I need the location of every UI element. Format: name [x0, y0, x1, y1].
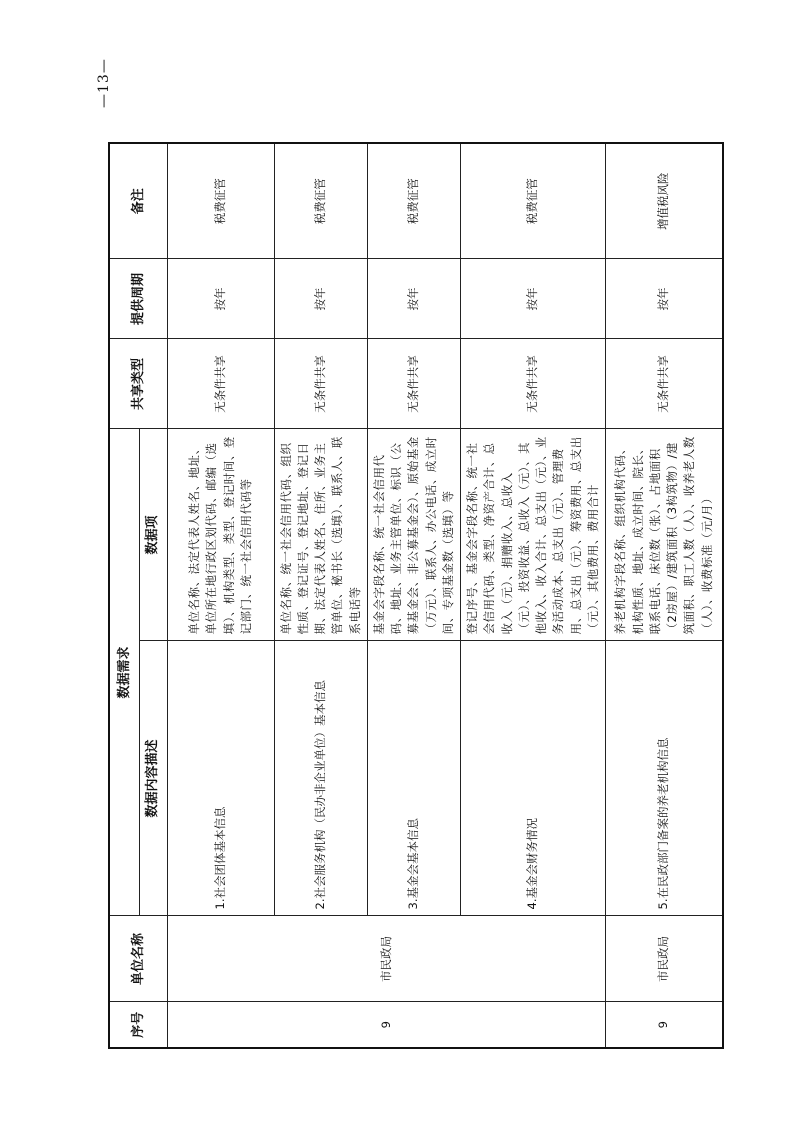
cell-share: 无条件共享 — [367, 339, 460, 429]
header-row-1 — [109, 143, 139, 1048]
cell-desc: 2.社会服务机构（民办非企业单位）基本信息 — [274, 641, 367, 916]
cell-unit: 市民政局 — [167, 916, 606, 1002]
cell-items: 基金会字段名称、统一社会信用代码、地址、业务主管单位、标识（公募基金会、非公募基金会）、原始基金（万元）、联系人、办公电话、成立时间、专项基金数（选填）等 — [367, 429, 460, 641]
cell-items: 单位名称、法定代表人姓名、地址、单位所在地行政区划代码、邮编（选填）、机构类型、类型、登记时间、登记部门、统一社会信用代码等 — [167, 429, 274, 641]
table-row — [461, 143, 606, 1048]
cell-period: 按年 — [606, 259, 724, 339]
cell-share: 无条件共享 — [461, 339, 606, 429]
cell-share: 无条件共享 — [274, 339, 367, 429]
table-row — [606, 143, 724, 1048]
cell-period: 按年 — [167, 259, 274, 339]
cell-remark: 税费征管 — [461, 143, 606, 259]
header-seq: 序号 — [109, 1002, 167, 1048]
cell-desc: 3.基金会基本信息 — [367, 641, 460, 916]
cell-period: 按年 — [367, 259, 460, 339]
table-row — [167, 143, 274, 1048]
header-remark: 备注 — [109, 143, 167, 259]
cell-period: 按年 — [461, 259, 606, 339]
cell-seq: 9 — [167, 1002, 606, 1048]
cell-items: 养老机构字段名称、组织机构代码、机构性质、地址、成立时间、院长、联系电话、床位数（张）、占地面积（2房屋）/建筑面积（3构筑物）/建筑面积、职工人数（人）、收养老人数（人）、收费标准（元/月） — [606, 429, 724, 641]
cell-remark: 税费征管 — [274, 143, 367, 259]
cell-share: 无条件共享 — [167, 339, 274, 429]
cell-share: 无条件共享 — [606, 339, 724, 429]
header-content-desc: 数据内容描述 — [139, 641, 167, 916]
cell-desc: 5.在民政部门备案的养老机构信息 — [606, 641, 724, 916]
header-unit: 单位名称 — [109, 916, 167, 1002]
cell-remark: 税费征管 — [167, 143, 274, 259]
cell-remark: 增值税风险 — [606, 143, 724, 259]
cell-unit: 市民政局 — [606, 916, 724, 1002]
header-data-demand: 数据需求 — [109, 429, 139, 916]
data-table — [108, 142, 724, 1049]
cell-seq: 9 — [606, 1002, 724, 1048]
cell-period: 按年 — [274, 259, 367, 339]
cell-items: 单位名称、统一社会信用代码、组织性质、登记证号、登记地址、登记日期、法定代表人姓名、住所、业务主管单位、秘书长（选填）、联系人、联系电话等 — [274, 429, 367, 641]
cell-items: 登记序号、基金会字段名称、统一社会信用代码、类型、净资产合计、总收入（元）、捐赠收入、总收入（元）、投资收益、总收入（元）、其他收入、收入合计、总支出（元）、业务活动成本、总支出（元）、管理费用、总支出（元）、筹资费用、总支出（元）、其他费用、费用合计 — [461, 429, 606, 641]
cell-desc: 1.社会团体基本信息 — [167, 641, 274, 916]
header-period: 提供周期 — [109, 259, 167, 339]
page-number: —13— — [96, 58, 112, 108]
table-row — [274, 143, 367, 1048]
header-share-type: 共享类型 — [109, 339, 167, 429]
header-data-items: 数据项 — [139, 429, 167, 641]
table-row — [367, 143, 460, 1048]
cell-desc: 4.基金会财务情况 — [461, 641, 606, 916]
cell-remark: 税费征管 — [367, 143, 460, 259]
